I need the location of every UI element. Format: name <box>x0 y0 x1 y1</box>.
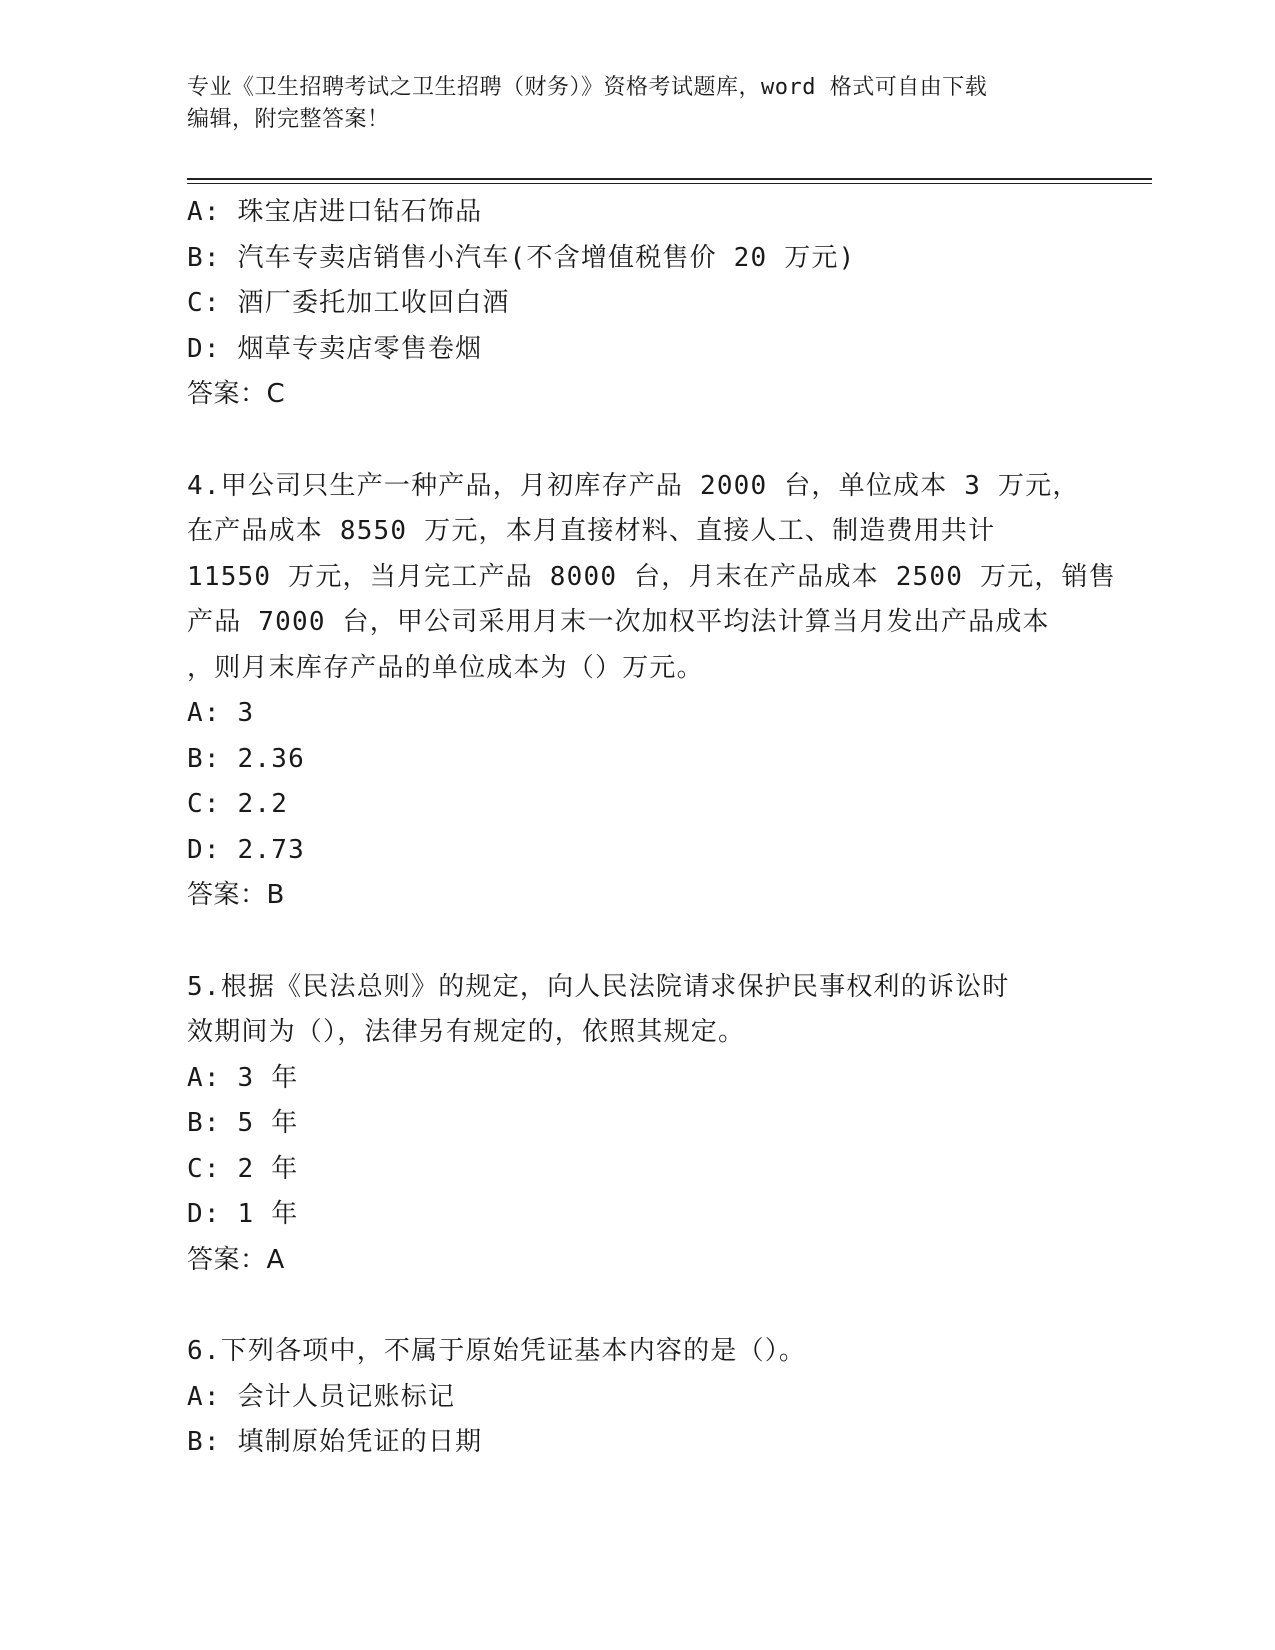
question-stem-line: 11550 万元，当月完工产品 8000 台，月末在产品成本 2500 万元，销售 <box>187 561 1116 592</box>
header-line-1: 专业《卫生招聘考试之卫生招聘（财务）》资格考试题库，word 格式可自由下载 <box>187 75 988 100</box>
question-stem-line: 6.下列各项中，不属于原始凭证基本内容的是（）。 <box>187 1336 807 1366</box>
document-header <box>187 72 1087 136</box>
document-body <box>187 190 1116 1466</box>
answer: 答案：C <box>187 379 286 409</box>
option-a: A: 3 <box>187 698 255 728</box>
spacer <box>187 919 1087 965</box>
header-line-2: 编辑，附完整答案！ <box>187 107 390 132</box>
question-stem-line: 效期间为（），法律另有规定的，依照其规定。 <box>187 1017 746 1047</box>
option-c: C: 2 年 <box>187 1153 299 1184</box>
question-4 <box>187 464 1116 919</box>
option-d: D: 1 年 <box>187 1199 299 1229</box>
question-stem-line: 在产品成本 8550 万元，本月直接材料、直接人工、制造费用共计 <box>187 516 996 546</box>
option-a: A: 会计人员记账标记 <box>187 1381 456 1412</box>
question-5 <box>187 965 1087 1284</box>
option-a: A: 珠宝店进口钻石饰品 <box>187 197 483 227</box>
option-d: D: 2.73 <box>187 834 305 865</box>
question-stem-line: 产品 7000 台，甲公司采用月末一次加权平均法计算当月发出产品成本 <box>187 607 1050 637</box>
option-b: B: 汽车专卖店销售小汽车(不含增值税售价 20 万元) <box>187 242 856 273</box>
question-3 <box>187 190 1087 418</box>
header-divider-thin <box>187 183 1152 184</box>
header-divider-thick <box>187 178 1152 180</box>
question-stem-line: 4.甲公司只生产一种产品，月初库存产品 2000 台，单位成本 3 万元， <box>187 470 1080 501</box>
spacer <box>187 418 1087 464</box>
option-b: B: 5 年 <box>187 1108 299 1138</box>
answer: 答案：A <box>187 1244 285 1275</box>
spacer <box>187 1283 1087 1329</box>
option-a: A: 3 年 <box>187 1062 299 1093</box>
answer: 答案：B <box>187 880 285 910</box>
option-b: B: 2.36 <box>187 743 305 774</box>
option-d: D: 烟草专卖店零售卷烟 <box>187 333 483 364</box>
option-c: C: 2.2 <box>187 789 289 819</box>
question-stem-line: ，则月末库存产品的单位成本为（）万元。 <box>187 652 704 683</box>
question-6 <box>187 1329 1087 1466</box>
question-stem-line: 5.根据《民法总则》的规定，向人民法院请求保护民事权利的诉讼时 <box>187 971 1010 1002</box>
option-c: C: 酒厂委托加工收回白酒 <box>187 288 510 318</box>
option-b: B: 填制原始凭证的日期 <box>187 1427 483 1457</box>
